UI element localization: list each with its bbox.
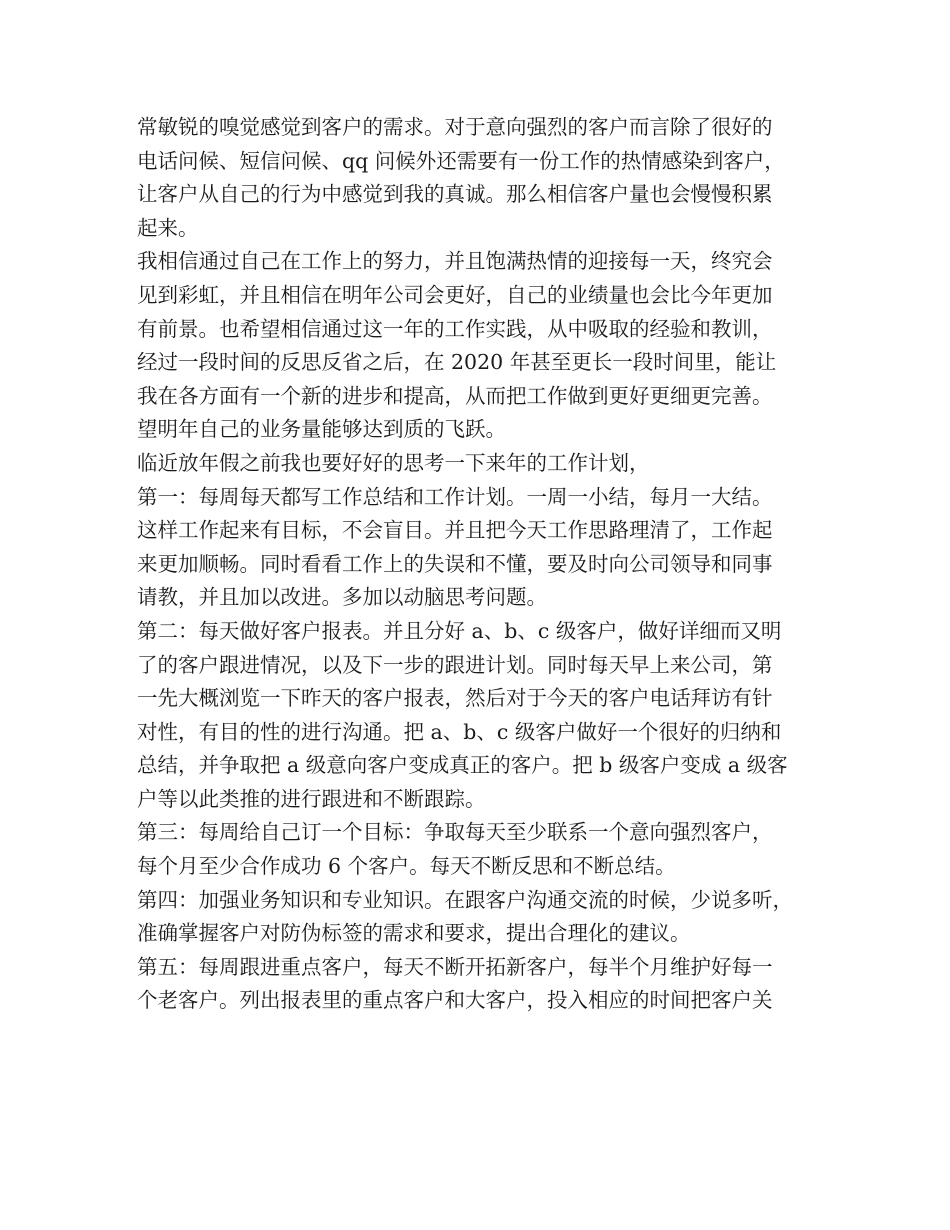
- text-line: 个老客户。列出报表里的重点客户和大客户，投入相应的时间把客户关: [137, 988, 773, 1013]
- text-line: 一先大概浏览一下昨天的客户报表，然后对于今天的客户电话拜访有针: [137, 686, 773, 711]
- text-line: 我在各方面有一个新的进步和提高，从而把工作做到更好更细更完善。: [137, 383, 773, 408]
- text-line: 请教，并且加以改进。多加以动脑思考问题。: [137, 585, 547, 610]
- text-line: 第三：每周给自己订一个目标：争取每天至少联系一个意向强烈客户，: [137, 820, 773, 845]
- text-line: 第五：每周跟进重点客户，每天不断开拓新客户，每半个月维护好每一: [137, 954, 773, 979]
- text-line: 经过一段时间的反思反省之后，在 2020 年甚至更长一段时间里，能让: [137, 350, 777, 375]
- text-line: 常敏锐的嗅觉感觉到客户的需求。对于意向强烈的客户而言除了很好的: [137, 115, 773, 139]
- document-body: [137, 111, 840, 1018]
- text-line: 电话问候、短信问候、qq 问候外还需要有一份工作的热情感染到客户，: [137, 148, 785, 173]
- text-line: 户等以此类推的进行跟进和不断跟踪。: [137, 786, 486, 811]
- text-line: 对性，有目的性的进行沟通。把 a、b、c 级客户做好一个很好的归纳和: [137, 719, 782, 744]
- text-line: 有前景。也希望相信通过这一年的工作实践，从中吸取的经验和教训，: [137, 316, 773, 341]
- text-line: 见到彩虹，并且相信在明年公司会更好，自己的业绩量也会比今年更加: [137, 282, 773, 307]
- text-line: 临近放年假之前我也要好好的思考一下来年的工作计划，: [137, 450, 650, 475]
- text-line: 总结，并争取把 a 级意向客户变成真正的客户。把 b 级客户变成 a 级客: [137, 753, 788, 778]
- text-line: 了的客户跟进情况，以及下一步的跟进计划。同时每天早上来公司，第: [137, 652, 773, 677]
- text-line: 准确掌握客户对防伪标签的需求和要求，提出合理化的建议。: [137, 921, 691, 946]
- text-line: 让客户从自己的行为中感觉到我的真诚。那么相信客户量也会慢慢积累: [137, 182, 773, 207]
- text-line: 起来。: [137, 215, 199, 240]
- text-line: 这样工作起来有目标，不会盲目。并且把今天工作思路理清了，工作起: [137, 518, 773, 543]
- text-line: 我相信通过自己在工作上的努力，并且饱满热情的迎接每一天，终究会: [137, 249, 773, 274]
- text-line: 来更加顺畅。同时看看工作上的失误和不懂，要及时向公司领导和同事: [137, 551, 773, 576]
- text-line: 第二：每天做好客户报表。并且分好 a、b、c 级客户，做好详细而又明: [137, 618, 782, 643]
- text-line: 望明年自己的业务量能够达到质的飞跃。: [137, 417, 506, 442]
- text-line: 第一：每周每天都写工作总结和工作计划。一周一小结，每月一大结。: [137, 484, 773, 509]
- text-line: 第四：加强业务知识和专业知识。在跟客户沟通交流的时候，少说多听，: [137, 887, 793, 912]
- text-line: 每个月至少合作成功 6 个客户。每天不断反思和不断总结。: [137, 854, 676, 879]
